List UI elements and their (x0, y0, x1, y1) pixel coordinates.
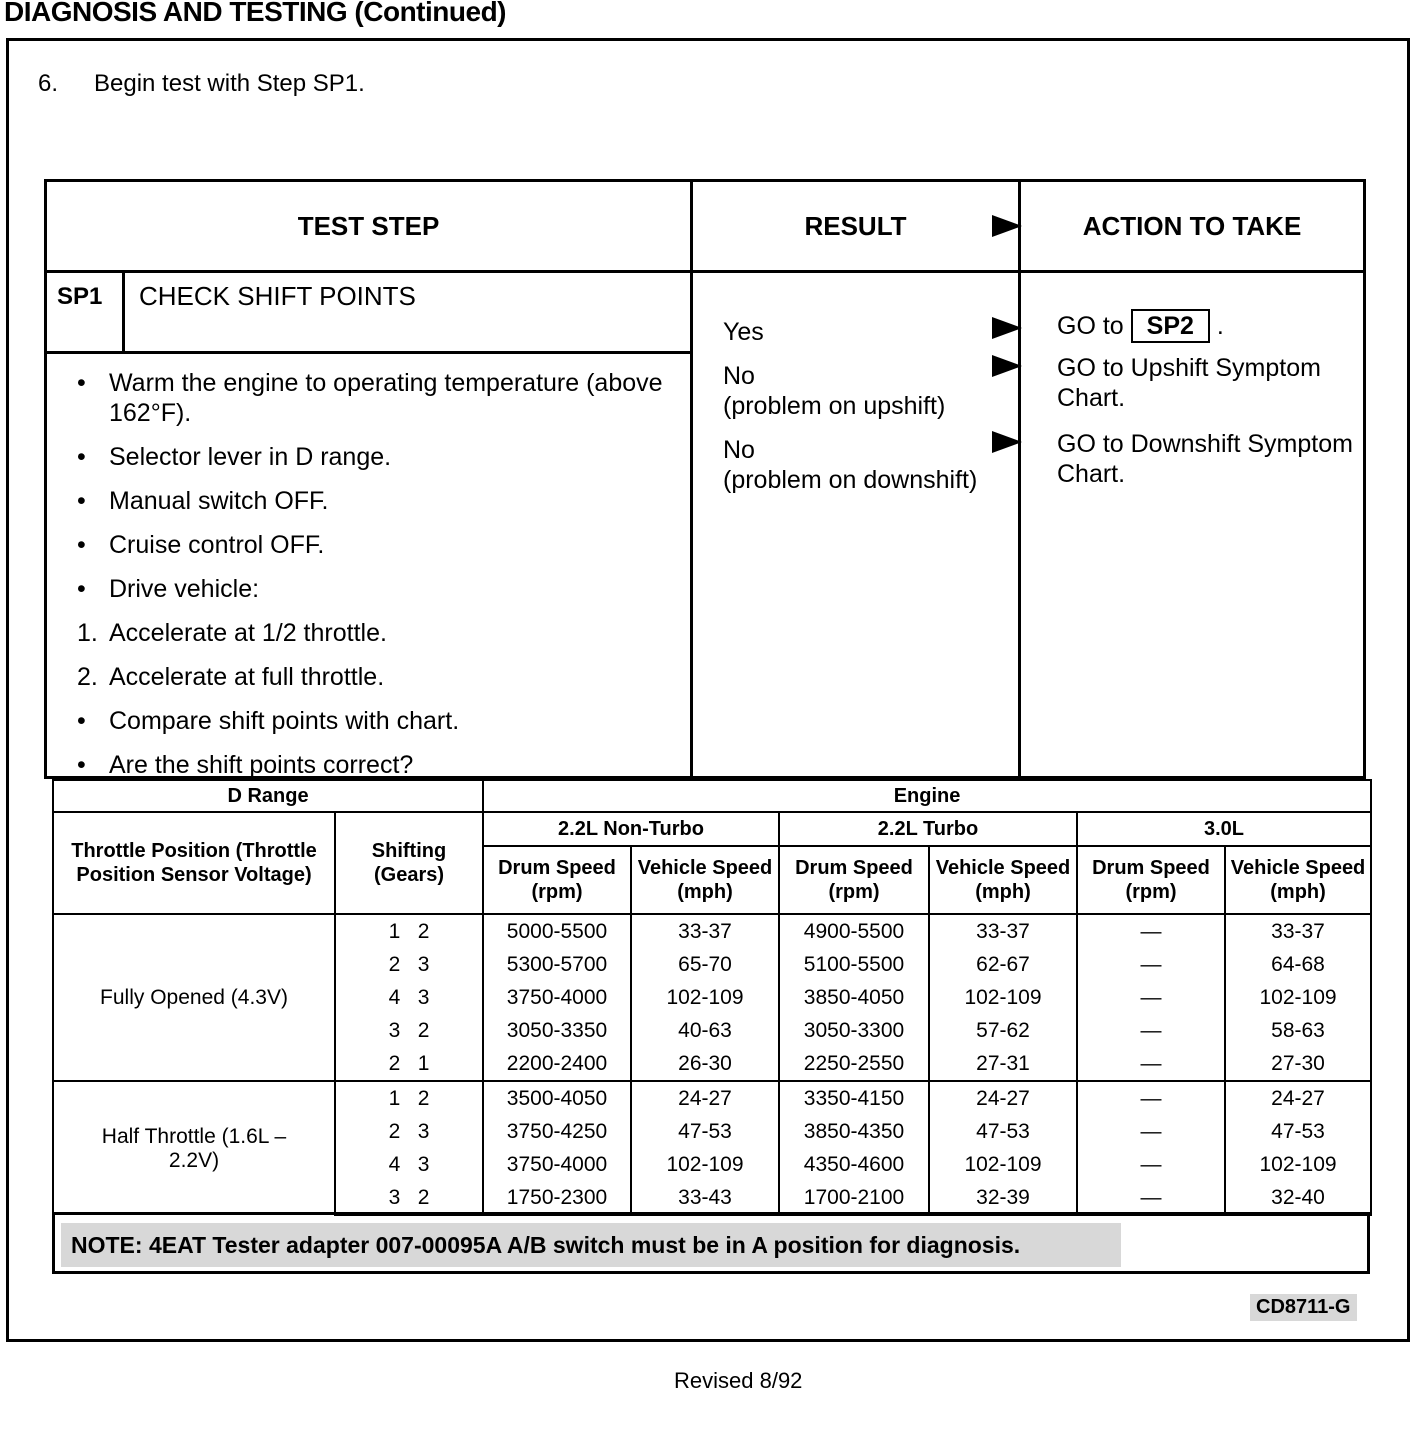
drum-speed-cell: 4350-4600 (779, 1148, 929, 1181)
step-instruction-item (77, 750, 690, 780)
drum-speed-cell: — (1077, 1047, 1225, 1081)
drum-speed-cell: 3350-4150 (779, 1081, 929, 1115)
action-header (1021, 182, 1363, 273)
drum-speed-cell: 3750-4000 (483, 1148, 631, 1181)
action-go-sp2 (1057, 309, 1353, 343)
bullet-marker: 2. (77, 663, 98, 691)
step-instruction-text: Cruise control OFF. (109, 531, 325, 559)
result-detail: (problem on downshift) (723, 466, 978, 494)
engine-3l-header: 3.0L (1077, 812, 1371, 846)
shift-gears-cell: 2 3 (335, 948, 483, 981)
drum-speed-cell: — (1077, 1181, 1225, 1215)
engine-non-turbo-header: 2.2L Non-Turbo (483, 812, 779, 846)
shift-gears-cell: 1 2 (335, 1081, 483, 1115)
figure-code: CD8711-G (1250, 1294, 1357, 1321)
step-instructions (47, 354, 690, 780)
throttle-position-label: Fully Opened (4.3V) (53, 914, 335, 1081)
step-instruction-item (77, 368, 690, 428)
arrow-right-icon (992, 431, 1022, 453)
drum-speed-cell: — (1077, 1014, 1225, 1047)
bullet-marker: • (77, 707, 86, 735)
step-id: SP1 (47, 273, 125, 351)
vehicle-speed-cell: 102-109 (631, 981, 779, 1014)
result-column (693, 182, 1021, 776)
throttle-position-label: Half Throttle (1.6L – 2.2V) (53, 1081, 335, 1215)
drum-speed-header: Drum Speed (rpm) (483, 846, 631, 914)
result-no-downshift (723, 435, 977, 495)
vehicle-speed-cell: 24-27 (929, 1081, 1077, 1115)
drum-speed-header: Drum Speed (rpm) (779, 846, 929, 914)
bullet-marker: 1. (77, 619, 98, 647)
action-prefix: GO to (1057, 312, 1124, 340)
shift-gears-cell: 2 1 (335, 1047, 483, 1081)
vehicle-speed-cell: 40-63 (631, 1014, 779, 1047)
d-range-header: D Range (53, 780, 483, 812)
step-instruction-text: Warm the engine to operating temperature (above 162°F). (109, 369, 663, 427)
bullet-marker: • (77, 575, 86, 603)
vehicle-speed-cell: 32-39 (929, 1181, 1077, 1215)
result-label: No (723, 436, 755, 464)
drum-speed-cell: 1700-2100 (779, 1181, 929, 1215)
result-detail: (problem on upshift) (723, 392, 946, 420)
result-label: Yes (723, 318, 764, 346)
drum-speed-cell: 4900-5500 (779, 914, 929, 948)
actions-list (1021, 273, 1363, 867)
step-instruction-item (77, 574, 690, 604)
engine-turbo-header: 2.2L Turbo (779, 812, 1077, 846)
vehicle-speed-cell: 27-30 (1225, 1047, 1371, 1081)
step-title-row (47, 273, 690, 354)
bullet-marker: • (77, 487, 86, 515)
drum-speed-header: Drum Speed (rpm) (1077, 846, 1225, 914)
footer-revision: Revised 8/92 (674, 1368, 803, 1393)
step-instruction-text: Accelerate at full throttle. (109, 663, 385, 691)
drum-speed-cell: 3500-4050 (483, 1081, 631, 1115)
vehicle-speed-cell: 57-62 (929, 1014, 1077, 1047)
drum-speed-cell: — (1077, 948, 1225, 981)
vehicle-speed-cell: 64-68 (1225, 948, 1371, 981)
step-instruction-text: Drive vehicle: (109, 575, 260, 603)
bullet-marker: • (77, 531, 86, 559)
step-reference-box[interactable]: SP2 (1131, 309, 1210, 343)
shift-gears-cell: 3 2 (335, 1181, 483, 1215)
shift-gears-cell: 2 3 (335, 1115, 483, 1148)
step-instruction-text: Are the shift points correct? (109, 751, 414, 779)
vehicle-speed-cell: 102-109 (929, 981, 1077, 1014)
result-yes (723, 317, 764, 347)
vehicle-speed-cell: 33-37 (1225, 914, 1371, 948)
action-column (1021, 182, 1363, 776)
drum-speed-cell: 2250-2550 (779, 1047, 929, 1081)
vehicle-speed-cell: 33-37 (631, 914, 779, 948)
result-header-label: RESULT (804, 210, 907, 241)
drum-speed-cell: 5000-5500 (483, 914, 631, 948)
test-step-table (44, 179, 1366, 779)
step-instruction-item (77, 530, 690, 560)
drum-speed-cell: 3050-3300 (779, 1014, 929, 1047)
drum-speed-cell: 1750-2300 (483, 1181, 631, 1215)
step-title: CHECK SHIFT POINTS (139, 281, 416, 311)
test-step-header-label: TEST STEP (297, 210, 440, 241)
shift-gears-cell: 3 2 (335, 1014, 483, 1047)
arrow-right-icon (992, 215, 1022, 237)
bullet-marker: • (77, 443, 86, 471)
drum-speed-cell: 5100-5500 (779, 948, 929, 981)
result-label: No (723, 362, 755, 390)
vehicle-speed-cell: 62-67 (929, 948, 1077, 981)
vehicle-speed-cell: 102-109 (631, 1148, 779, 1181)
throttle-position-header: Throttle Position (Throttle Position Sensor Voltage) (53, 812, 335, 914)
result-no-upshift (723, 361, 945, 421)
step-instruction-text: Manual switch OFF. (109, 487, 329, 515)
vehicle-speed-cell: 33-43 (631, 1181, 779, 1215)
action-downshift-chart: GO to Downshift Symptom Chart. (1057, 430, 1353, 488)
test-step-header (47, 182, 690, 273)
vehicle-speed-cell: 47-53 (1225, 1115, 1371, 1148)
note-text: NOTE: 4EAT Tester adapter 007-00095A A/B switch must be in A position for diagnosis. (61, 1223, 1121, 1267)
step-instruction-text: Selector lever in D range. (109, 443, 392, 471)
step-instruction-item (77, 662, 690, 692)
vehicle-speed-cell: 102-109 (1225, 981, 1371, 1014)
drum-speed-cell: 3750-4000 (483, 981, 631, 1014)
drum-speed-cell: 2200-2400 (483, 1047, 631, 1081)
drum-speed-cell: 3850-4050 (779, 981, 929, 1014)
step-instruction-item (77, 618, 690, 648)
step-instruction-text: Compare shift points with chart. (109, 707, 460, 735)
step-instruction-item (77, 442, 690, 472)
shift-gears-cell: 4 3 (335, 1148, 483, 1181)
step-instruction-item (77, 706, 690, 736)
vehicle-speed-cell: 24-27 (631, 1081, 779, 1115)
page-title: DIAGNOSIS AND TESTING (Continued) (4, 0, 506, 27)
arrow-right-icon (992, 317, 1022, 339)
vehicle-speed-cell: 65-70 (631, 948, 779, 981)
vehicle-speed-cell: 32-40 (1225, 1181, 1371, 1215)
vehicle-speed-cell: 102-109 (1225, 1148, 1371, 1181)
step-instruction-text: Accelerate at 1/2 throttle. (109, 619, 387, 647)
arrow-right-icon (992, 355, 1022, 377)
shift-gears-cell: 4 3 (335, 981, 483, 1014)
drum-speed-cell: 3850-4350 (779, 1115, 929, 1148)
shift-points-table (52, 779, 1372, 1216)
drum-speed-cell: 3050-3350 (483, 1014, 631, 1047)
test-step-column (47, 182, 693, 779)
drum-speed-cell: — (1077, 1081, 1225, 1115)
intro-number: 6. (38, 70, 59, 97)
bullet-marker: • (77, 369, 86, 397)
action-suffix: . (1216, 312, 1224, 340)
engine-header: Engine (483, 780, 1371, 812)
intro-text: Begin test with Step SP1. (94, 70, 365, 97)
result-header (693, 182, 1018, 273)
vehicle-speed-cell: 33-37 (929, 914, 1077, 948)
vehicle-speed-cell: 47-53 (929, 1115, 1077, 1148)
drum-speed-cell: — (1077, 981, 1225, 1014)
table-row (53, 1081, 1371, 1115)
vehicle-speed-header: Vehicle Speed (mph) (631, 846, 779, 914)
note-box (52, 1212, 1370, 1274)
table-row (53, 914, 1371, 948)
vehicle-speed-cell: 102-109 (929, 1148, 1077, 1181)
action-upshift-chart: GO to Upshift Symptom Chart. (1057, 354, 1321, 412)
shift-gears-cell: 1 2 (335, 914, 483, 948)
drum-speed-cell: — (1077, 1148, 1225, 1181)
vehicle-speed-header: Vehicle Speed (mph) (1225, 846, 1371, 914)
vehicle-speed-cell: 47-53 (631, 1115, 779, 1148)
shifting-header: Shifting (Gears) (335, 812, 483, 914)
drum-speed-cell: — (1077, 1115, 1225, 1148)
step-instruction-item (77, 486, 690, 516)
vehicle-speed-cell: 26-30 (631, 1047, 779, 1081)
drum-speed-cell: 3750-4250 (483, 1115, 631, 1148)
intro-step (38, 70, 365, 98)
vehicle-speed-cell: 24-27 (1225, 1081, 1371, 1115)
results-list (693, 273, 1018, 867)
vehicle-speed-cell: 27-31 (929, 1047, 1077, 1081)
vehicle-speed-header: Vehicle Speed (mph) (929, 846, 1077, 914)
bullet-marker: • (77, 751, 86, 779)
vehicle-speed-cell: 58-63 (1225, 1014, 1371, 1047)
drum-speed-cell: — (1077, 914, 1225, 948)
drum-speed-cell: 5300-5700 (483, 948, 631, 981)
action-header-label: ACTION TO TAKE (1082, 210, 1302, 241)
